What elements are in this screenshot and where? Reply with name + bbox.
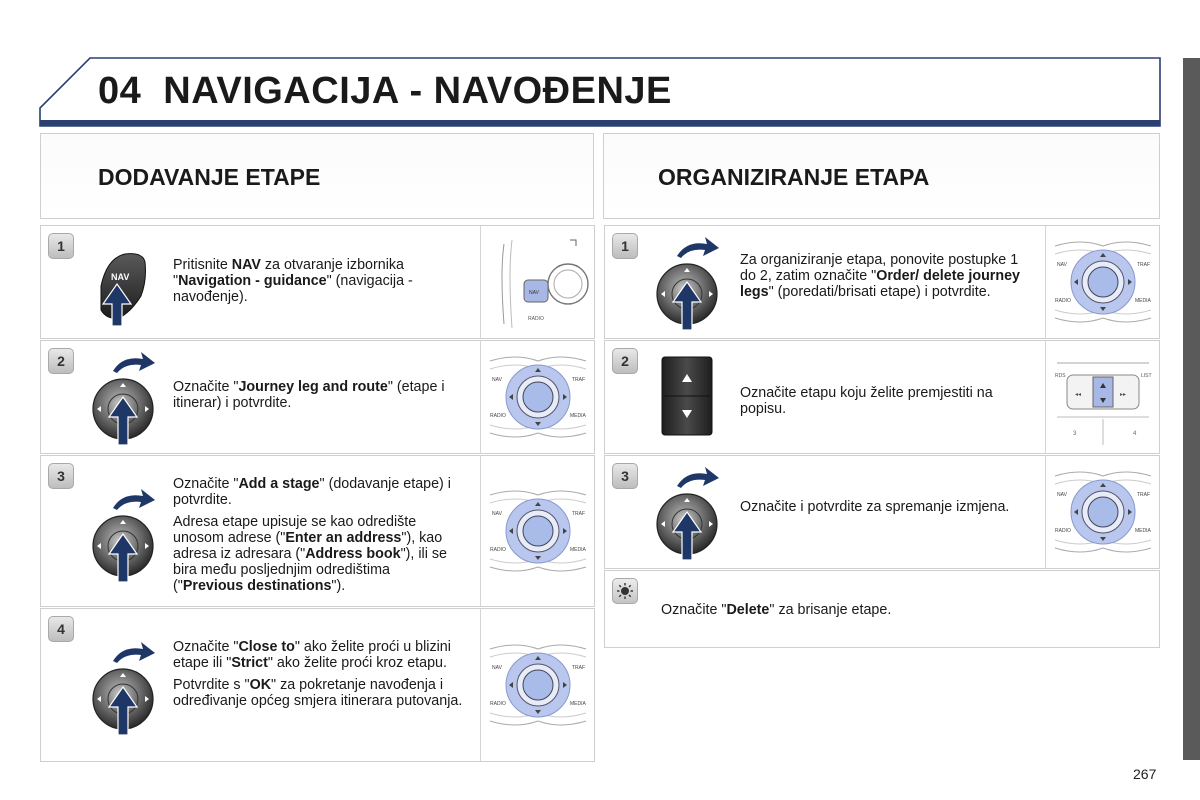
body-text: " (dodavanje etape) i potvrdite. [173,476,451,508]
instruction-paragraph [740,385,1035,417]
body-text: Adresa etape upisuje se kao odredište unosom adrese (" [173,514,417,546]
control-panel-thumbnail [480,341,594,453]
body-text: Označite etapu koju želite premjestiti na popisu. [740,385,993,417]
step-number-badge: 1 [612,233,638,259]
thumb-nav-label: NAV [528,290,539,296]
nav-button-label: NAV [111,272,130,282]
body-text: " (poredati/brisati etape) i potvrdite. [768,284,991,300]
body-text: Označite " [661,602,727,618]
thumb-rds-label: RDS [1054,373,1066,379]
rotary-knob-press-icon [83,349,163,454]
left-section-header [40,133,594,219]
rotate-arrow-icon [113,642,155,663]
left-section-title: DODAVANJE ETAPE [98,164,321,190]
instruction-paragraph [173,514,463,594]
step-number-badge: 2 [48,348,74,374]
control-panel-thumbnail [480,609,594,761]
thumb-media-label: MEDIA [569,547,586,553]
lightbulb-icon [616,582,634,600]
right-step-1-card [604,225,1160,339]
tip-card [604,570,1160,648]
thumb-nav-label: NAV [491,377,502,383]
rotate-arrow-icon [113,489,155,510]
rotate-arrow-icon [677,467,719,488]
thumb-traffic-label: TRAF [571,511,585,517]
body-text: " ako želite proći u blizini etape ili " [173,639,451,671]
tip-paragraph [661,602,1081,618]
thumb-radio-label: RADIO [1054,528,1071,534]
step-number-badge: 2 [612,348,638,374]
body-text: Označite " [173,639,239,655]
thumb-traffic-label: TRAF [571,377,585,383]
body-text: Za organiziranje etapa, ponovite postupke 1 do 2, zatim označite " [740,252,1019,284]
control-panel-thumbnail [480,456,594,606]
thumb-nav-label: NAV [1056,262,1067,268]
left-step-2-card [40,340,595,454]
thumb-media-label: MEDIA [1134,298,1151,304]
instruction-paragraph [173,257,463,305]
up-down-buttons-icon [660,355,714,442]
control-panel-thumbnail [1045,456,1159,568]
body-text: " (etape i itinerar) i potvrdite. [173,379,445,411]
emphasis-text: Address book [305,546,401,562]
instruction-paragraph [173,677,463,709]
thumb-radio-label: RADIO [489,701,506,707]
rotary-knob-press-icon [83,486,163,591]
thumb-traffic-label: TRAF [1136,492,1150,498]
control-panel-thumbnail [1045,226,1159,338]
thumb-traffic-label: TRAF [1136,262,1150,268]
svg-text:◂◂: ◂◂ [1074,391,1081,398]
emphasis-text: NAV [231,257,261,273]
right-section-title: ORGANIZIRANJE ETAPA [658,164,930,190]
left-step-1-text [173,257,463,311]
emphasis-text: OK [249,677,272,693]
emphasis-text: Order/ delete journey legs [740,268,1021,300]
right-step-2-card [604,340,1160,454]
thumb-nav-label: NAV [491,511,502,517]
body-text: "). [331,578,346,594]
tip-badge [612,578,638,604]
step-number-badge: 3 [48,463,74,489]
rotate-arrow-icon [113,352,155,373]
emphasis-text: Strict [231,655,268,671]
page-number: 267 [1133,766,1157,782]
emphasis-text: Enter an address [285,530,402,546]
rotary-knob-press-icon [647,234,727,339]
emphasis-text: Add a stage [238,476,320,492]
thumb-radio-label: RADIO [489,413,506,419]
page-title [98,70,672,113]
body-text: Označite " [173,379,239,395]
thumb-media-label: MEDIA [569,701,586,707]
chapter-number: 04 [98,70,142,112]
instruction-paragraph [173,639,463,671]
right-step-3-card [604,455,1160,569]
instruction-paragraph [173,379,463,411]
step-number-badge: 3 [612,463,638,489]
body-text: Označite i potvrdite za spremanje izmjena. [740,499,1010,515]
thumb-radio-label: RADIO [489,547,506,553]
body-text: za otvaranje izbornika " [173,257,404,289]
left-step-2-text [173,379,463,417]
left-step-1-card [40,225,595,339]
left-step-3-text [173,476,463,600]
instruction-paragraph [740,499,1035,515]
right-step-3-text [740,499,1035,521]
step-number-badge: 1 [48,233,74,259]
thumb-nav-label: NAV [491,665,502,671]
thumb-media-label: MEDIA [1134,528,1151,534]
body-text: Pritisnite [173,257,232,273]
thumb-media-label: MEDIA [569,413,586,419]
body-text: " ako želite proći kroz etapu. [267,655,447,671]
thumb-radio-label: RADIO [527,316,544,322]
emphasis-text: Delete [726,602,770,618]
rotate-arrow-icon [677,237,719,258]
tip-text [661,602,1081,624]
rotary-knob-press-icon [83,639,163,744]
rotary-knob-press-icon [647,464,727,569]
body-text: Potvrdite s " [173,677,250,693]
nav-button-thumbnail [480,226,594,338]
left-step-4-card [40,608,595,762]
emphasis-text: Navigation - guidance [178,273,327,289]
left-step-3-card [40,455,595,607]
chapter-title: NAVIGACIJA - NAVOĐENJE [163,70,672,112]
body-text: "), kao adresa iz adresara (" [173,530,443,562]
right-step-2-text [740,385,1035,423]
svg-text:▸▸: ▸▸ [1119,391,1126,398]
thumb-preset-4: 4 [1132,431,1136,437]
step-number-badge: 4 [48,616,74,642]
right-section-header [603,133,1160,219]
body-text: " za pokretanje navođenja i određivanje općeg smjera itinerara putovanja. [173,677,463,709]
body-text: " za brisanje etape. [769,602,892,618]
thumb-nav-label: NAV [1056,492,1067,498]
media-buttons-thumbnail [1045,341,1159,453]
thumb-list-label: LIST [1140,373,1152,379]
emphasis-text: Journey leg and route [238,379,388,395]
instruction-paragraph [173,476,463,508]
left-step-4-text [173,639,463,715]
instruction-paragraph [740,252,1035,300]
body-text: Označite " [173,476,239,492]
chapter-tab-strip [1183,58,1200,760]
thumb-radio-label: RADIO [1054,298,1071,304]
nav-button-press-icon [81,248,161,335]
body-text: " (navigacija - navođenje). [173,273,413,305]
emphasis-text: Close to [238,639,295,655]
right-step-1-text [740,252,1035,306]
thumb-preset-3: 3 [1072,431,1076,437]
body-text: "), ili se bira među posljednjim odredištima (" [173,546,447,594]
emphasis-text: Previous destinations [182,578,332,594]
thumb-traffic-label: TRAF [571,665,585,671]
